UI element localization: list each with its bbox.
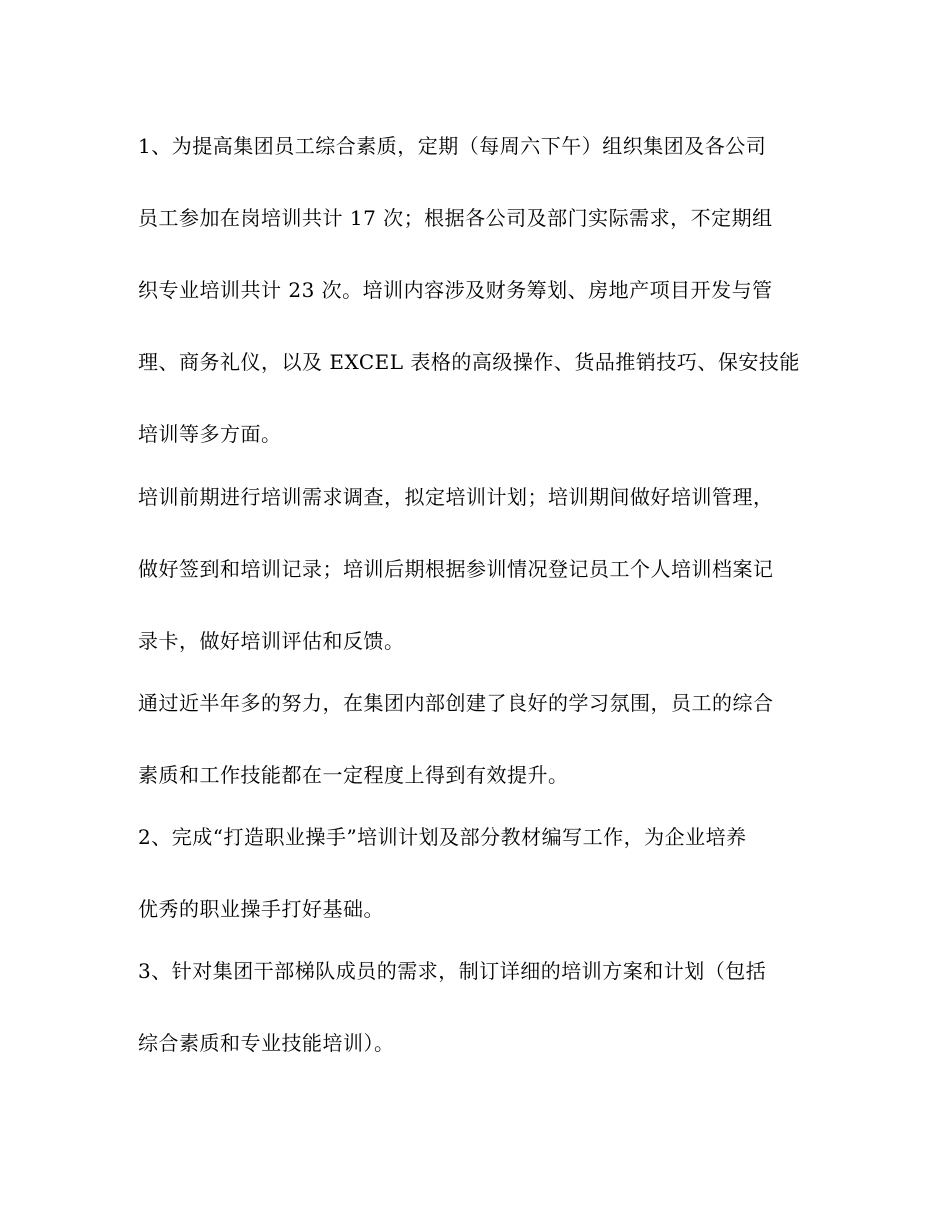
paragraph-4-line-2: 优秀的职业操手打好基础。 <box>138 897 384 921</box>
paragraph-2-line-1: 培训前期进行培训需求调查，拟定培训计划；培训期间做好培训管理， <box>138 485 774 509</box>
paragraph-5-line-2: 综合素质和专业技能培训）。 <box>138 1031 395 1055</box>
paragraph-1-line-1: 1、为提高集团员工综合素质，定期（每周六下午）组织集团及各公司 <box>138 134 767 158</box>
paragraph-1-line-4: 理、商务礼仪，以及 EXCEL 表格的高级操作、货品推销技巧、保安技能 <box>138 350 800 374</box>
paragraph-1-line-5: 培训等多方面。 <box>138 422 282 446</box>
paragraph-2-line-2: 做好签到和培训记录；培训后期根据参训情况登记员工个人培训档案记 <box>138 557 774 581</box>
paragraph-2-line-3: 录卡，做好培训评估和反馈。 <box>138 629 405 653</box>
paragraph-5-line-1: 3、针对集团干部梯队成员的需求，制订详细的培训方案和计划（包括 <box>138 959 767 983</box>
paragraph-1-line-2: 员工参加在岗培训共计 17 次；根据各公司及部门实际需求，不定期组 <box>138 206 773 230</box>
paragraph-3-line-2: 素质和工作技能都在一定程度上得到有效提升。 <box>138 763 569 787</box>
paragraph-1-line-3: 织专业培训共计 23 次。培训内容涉及财务筹划、房地产项目开发与管 <box>138 278 773 302</box>
paragraph-3-line-1: 通过近半年多的努力，在集团内部创建了良好的学习氛围，员工的综合 <box>138 691 774 715</box>
paragraph-4-line-1: 2、完成“打造职业操手”培训计划及部分教材编写工作，为企业培养 <box>138 825 747 849</box>
